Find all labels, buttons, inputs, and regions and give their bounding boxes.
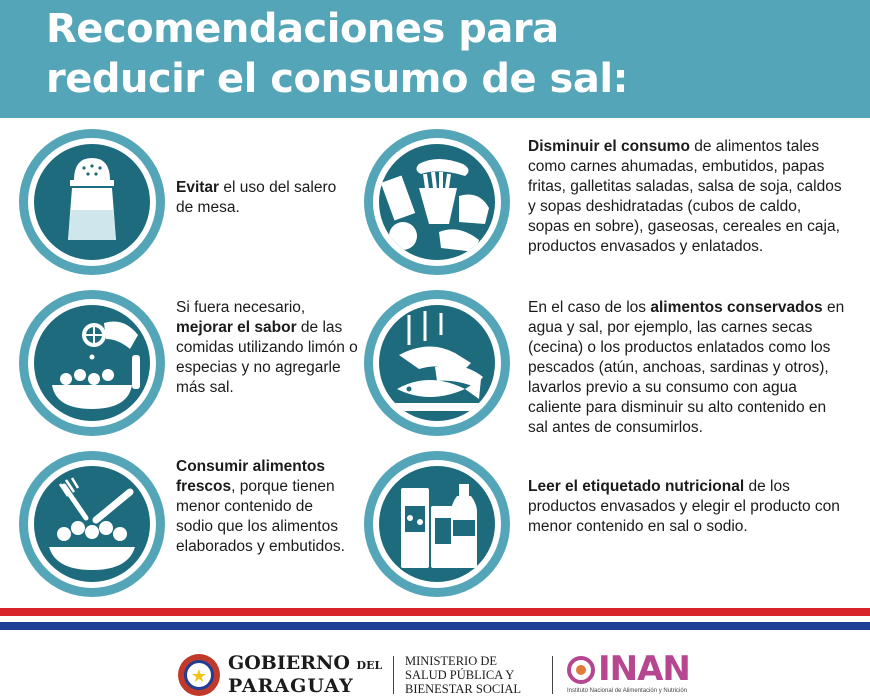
packaged-products-icon [364, 451, 510, 597]
recommendation-read-labels [528, 477, 846, 537]
header-banner [0, 0, 870, 118]
recommendation-text: de las comidas utilizando limón o especias y no agregarle más sal. [176, 319, 358, 396]
recommendation-improve-flavor [176, 298, 361, 398]
recommendation-bold: mejorar el sabor [176, 319, 297, 336]
recommendation-bold: alimentos conservados [650, 299, 823, 316]
recommendation-fresh-foods [176, 457, 354, 557]
title-line-1: Recomendaciones para [46, 6, 559, 52]
recommendation-bold: Disminuir el consumo [528, 138, 690, 155]
ministry-line-2: SALUD PÚBLICA Y [405, 668, 515, 682]
recommendation-bold: Consumir alimentos frescos [176, 458, 325, 495]
stripe-red [0, 608, 870, 616]
gobierno-paraguay-logo [228, 653, 382, 696]
inan-full-name: Instituto Nacional de Alimentación y Nutrición [567, 688, 688, 694]
title-line-2: reducir el consumo de sal: [46, 56, 629, 102]
recommendation-reduce-consumption [528, 137, 846, 257]
recommendation-text: el uso del salero de mesa. [176, 179, 337, 216]
recommendation-bold: Leer el etiquetado nutricional [528, 478, 745, 495]
recommendation-text: , porque tienen menor contenido de sodio que los alimentos elaborados y embutidos. [176, 478, 345, 555]
recommendation-avoid-salt-shaker [176, 178, 354, 218]
paraguay-seal-icon: ★ [178, 654, 220, 696]
ministry-line-1: MINISTERIO DE [405, 654, 498, 668]
ministry-logo [405, 654, 521, 696]
washing-fish-icon [364, 290, 510, 436]
inan-name: INAN [598, 649, 690, 689]
footer-divider [393, 656, 394, 694]
gob-line-2: PARAGUAY [228, 675, 354, 696]
recommendation-text: de los productos envasados y elegir el producto con menor contenido en sal o sodio. [528, 478, 840, 535]
fresh-salad-bowl-icon [19, 451, 165, 597]
recommendation-text: de alimentos tales como carnes ahumadas, embutidos, papas fritas, galletitas saladas, salsa de soja, caldos y sopas deshidratadas (cubos de caldo, sopas en sobre), gaseosas, cereales en caja, productos envasados y enlatados. [528, 138, 842, 255]
recommendation-text: en agua y sal, por ejemplo, las carnes secas (cecina) o los productos enlatados como los pescados (atún, anchoas, sardinas y otros), lavarlos previo a su consumo con agua caliente para disminuir su alto contenido en sal antes de consumirlos. [528, 299, 845, 436]
recommendation-preserved-foods [528, 298, 846, 438]
stripe-blue [0, 622, 870, 630]
inan-logo-icon [567, 656, 595, 684]
recommendation-bold: Evitar [176, 179, 220, 196]
ministry-line-3: BIENESTAR SOCIAL [405, 682, 522, 696]
lemon-spices-salad-icon [19, 290, 165, 436]
page-title [46, 4, 628, 104]
recommendation-text-pre: En el caso de los [528, 299, 651, 316]
footer-divider [552, 656, 553, 694]
gob-del: DEL [356, 659, 383, 672]
processed-foods-icon [364, 129, 510, 275]
recommendation-text-pre: Si fuera necesario, [176, 299, 306, 316]
salt-shaker-icon [19, 129, 165, 275]
gob-line-1: GOBIERNO [228, 652, 350, 674]
